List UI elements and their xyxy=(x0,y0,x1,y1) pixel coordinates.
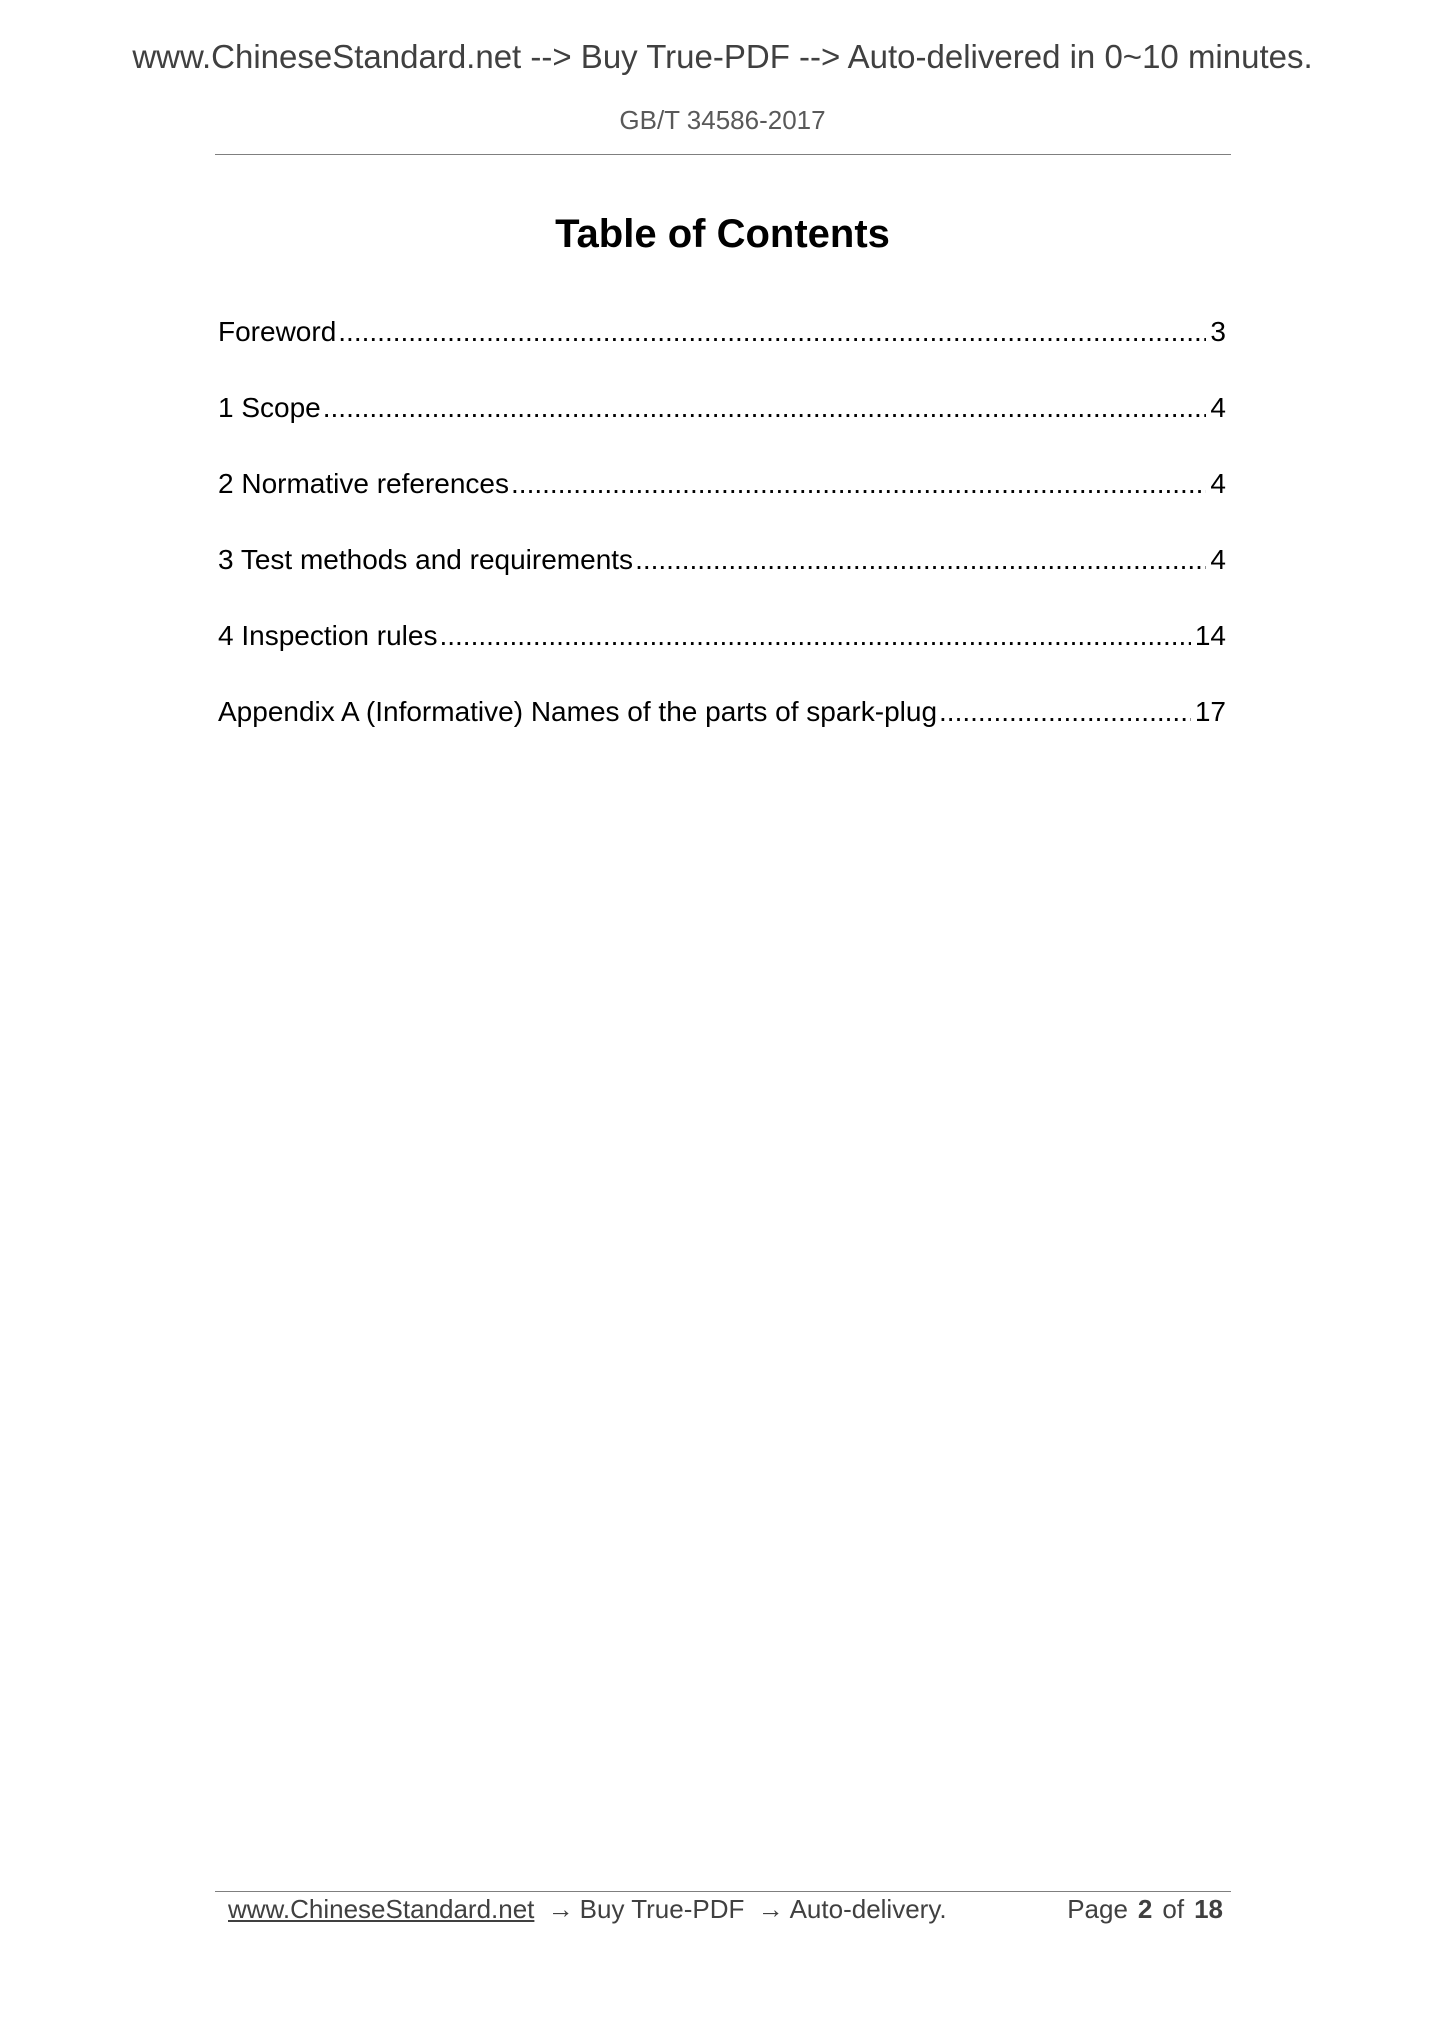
toc-entry-appendix-a[interactable] xyxy=(218,690,1226,766)
footer-divider xyxy=(215,1891,1231,1892)
toc-entry-label: Appendix A (Informative) Names of the parts of spark-plug xyxy=(218,696,938,727)
right-arrow-icon: → xyxy=(547,1894,574,1924)
toc-entry-page: 4 xyxy=(1210,468,1226,499)
header-divider xyxy=(215,154,1231,155)
footer-buy-text: Buy True-PDF xyxy=(579,1894,745,1924)
page-footer xyxy=(228,1894,1223,1934)
toc-entry-page: 4 xyxy=(1210,544,1226,575)
toc-entry-label: 4 Inspection rules xyxy=(218,620,438,651)
of-word: of xyxy=(1162,1894,1185,1924)
toc-entry-page: 14 xyxy=(1194,620,1226,651)
toc-dot-leader xyxy=(939,690,1191,734)
toc-entry-label: Foreword xyxy=(218,316,337,347)
toc-dot-leader xyxy=(635,538,1206,582)
toc-entry-normative-references[interactable] xyxy=(218,462,1226,538)
toc-dot-leader xyxy=(511,462,1206,506)
top-banner: www.ChineseStandard.net --> Buy True-PDF --> Auto-delivered in 0~10 minutes. xyxy=(132,38,1313,75)
toc-entry-scope[interactable] xyxy=(218,386,1226,462)
page-word: Page xyxy=(1067,1894,1128,1924)
footer-promo xyxy=(228,1894,947,1925)
toc-entry-page: 4 xyxy=(1210,392,1226,423)
toc-dot-leader xyxy=(338,310,1206,354)
toc-list xyxy=(218,310,1226,766)
footer-website-link[interactable]: www.ChineseStandard.net xyxy=(228,1894,535,1924)
toc-dot-leader xyxy=(323,386,1207,430)
document-code: GB/T 34586-2017 xyxy=(619,105,826,135)
toc-entry-label: 2 Normative references xyxy=(218,468,510,499)
toc-entry-label: 3 Test methods and requirements xyxy=(218,544,634,575)
toc-entry-label: 1 Scope xyxy=(218,392,321,423)
page-indicator xyxy=(1067,1894,1223,1925)
toc-entry-page: 3 xyxy=(1210,316,1226,347)
total-page-count: 18 xyxy=(1194,1894,1223,1924)
toc-title: Table of Contents xyxy=(555,212,890,256)
toc-entry-page: 17 xyxy=(1194,696,1226,727)
toc-entry-test-methods[interactable] xyxy=(218,538,1226,614)
current-page-number: 2 xyxy=(1137,1894,1153,1924)
right-arrow-icon: → xyxy=(757,1894,784,1924)
toc-entry-inspection-rules[interactable] xyxy=(218,614,1226,690)
toc-dot-leader xyxy=(439,614,1190,658)
toc-entry-foreword[interactable] xyxy=(218,310,1226,386)
footer-delivery-text: Auto-delivery. xyxy=(789,1894,947,1924)
